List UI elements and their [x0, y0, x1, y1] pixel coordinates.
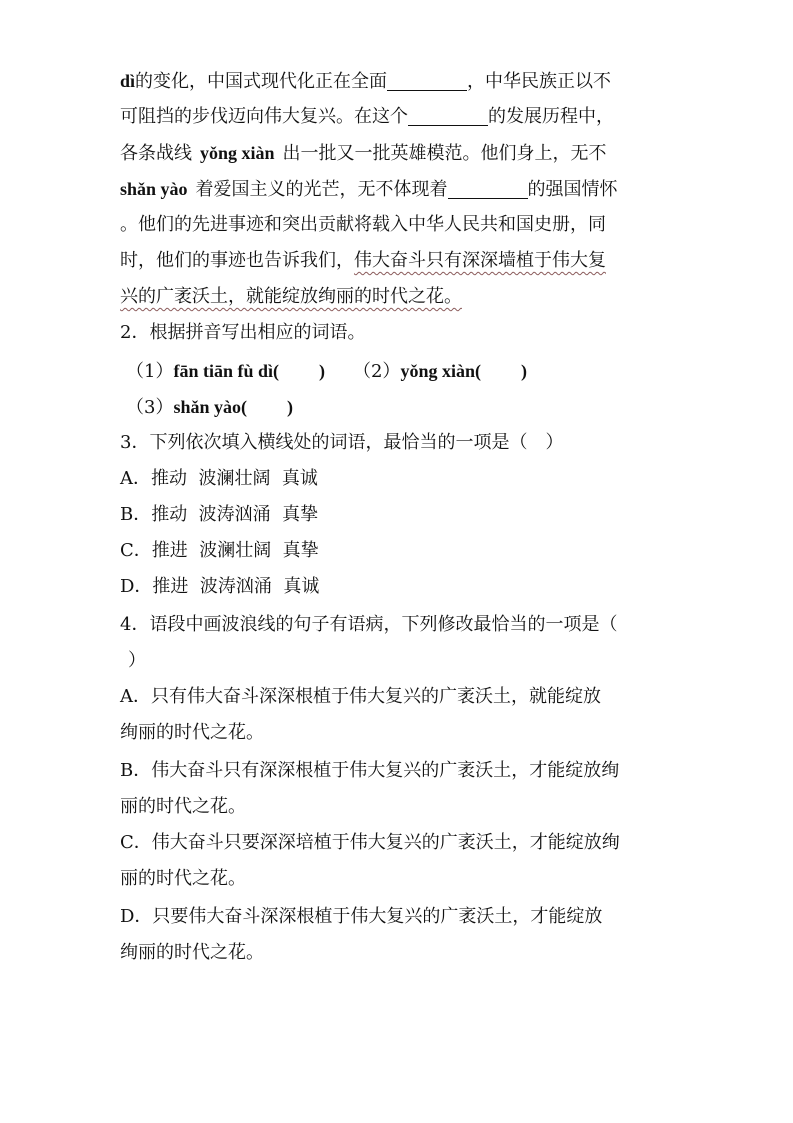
- question-3-option-d[interactable]: D．推进 波涛汹涌 真诚: [120, 576, 320, 597]
- passage-line-6: 时，他们的事迹也告诉我们，伟大奋斗只有深深墙植于伟大复: [120, 250, 606, 271]
- passage-line-3: 各条战线 yǒng xiàn 出一批又一批英雄模范。他们身上，无不: [120, 143, 607, 164]
- question-3-option-c[interactable]: C．推进 波澜壮阔 真挚: [120, 540, 319, 561]
- question-4-option-b-line-2[interactable]: 丽的时代之花。: [120, 796, 246, 817]
- passage-line-2: 可阻挡的步伐迈向伟大复兴。在这个 的发展历程中，: [120, 106, 614, 127]
- fill-blank-2[interactable]: [408, 107, 488, 126]
- question-4-title: 4．语段中画波浪线的句子有语病，下列修改最恰当的一项是（: [120, 614, 618, 635]
- wavy-sentence-part-1: 伟大奋斗只有深深墙植于伟大复: [354, 250, 606, 271]
- passage-line-4: shǎn yào 着爱国主义的光芒，无不体现着 的强国情怀: [120, 179, 618, 200]
- passage-line-1: dì的变化，中国式现代化正在全面 ，中华民族正以不: [120, 71, 612, 92]
- passage-line-5: 。他们的先进事迹和突出贡献将载入中华人民共和国史册，同: [120, 214, 606, 235]
- question-4-option-c-line-2[interactable]: 丽的时代之花。: [120, 868, 246, 889]
- question-4-option-b-line-1[interactable]: B．伟大奋斗只有深深根植于伟大复兴的广袤沃土，才能绽放绚: [120, 760, 620, 781]
- fill-blank-1[interactable]: [387, 72, 467, 91]
- question-4-option-d-line-1[interactable]: D．只要伟大奋斗深深根植于伟大复兴的广袤沃土，才能绽放: [120, 906, 603, 927]
- question-3-title: 3．下列依次填入横线处的词语，最恰当的一项是（ ）: [120, 432, 564, 453]
- fill-blank-3[interactable]: [448, 180, 528, 199]
- question-3-option-a[interactable]: A．推动 波澜壮阔 真诚: [120, 468, 318, 489]
- question-2-row-1: （1）fān tiān fù dì( ) （2）yǒng xiàn( ): [126, 361, 527, 382]
- pinyin-shanyao: shǎn yào: [120, 179, 188, 199]
- pinyin-di: dì: [120, 71, 136, 91]
- question-4-option-a-line-2[interactable]: 绚丽的时代之花。: [120, 722, 264, 743]
- question-2-title: 2．根据拼音写出相应的词语。: [120, 322, 366, 343]
- passage-line-7: [120, 286, 462, 308]
- question-4-option-a-line-1[interactable]: A．只有伟大奋斗深深根植于伟大复兴的广袤沃土，就能绽放: [120, 686, 601, 707]
- pinyin-yongxian: yǒng xiàn: [200, 143, 275, 163]
- question-4-option-d-line-2[interactable]: 绚丽的时代之花。: [120, 942, 264, 963]
- question-4-title-cont: ）: [128, 650, 146, 671]
- question-3-option-b[interactable]: B．推动 波涛汹涌 真挚: [120, 504, 319, 525]
- question-2-row-2: （3）shǎn yào( ): [126, 397, 293, 418]
- wavy-sentence-part-2: 兴的广袤沃土，就能绽放绚丽的时代之花。: [120, 286, 462, 307]
- question-4-option-c-line-1[interactable]: C．伟大奋斗只要深深培植于伟大复兴的广袤沃土，才能绽放绚: [120, 832, 620, 853]
